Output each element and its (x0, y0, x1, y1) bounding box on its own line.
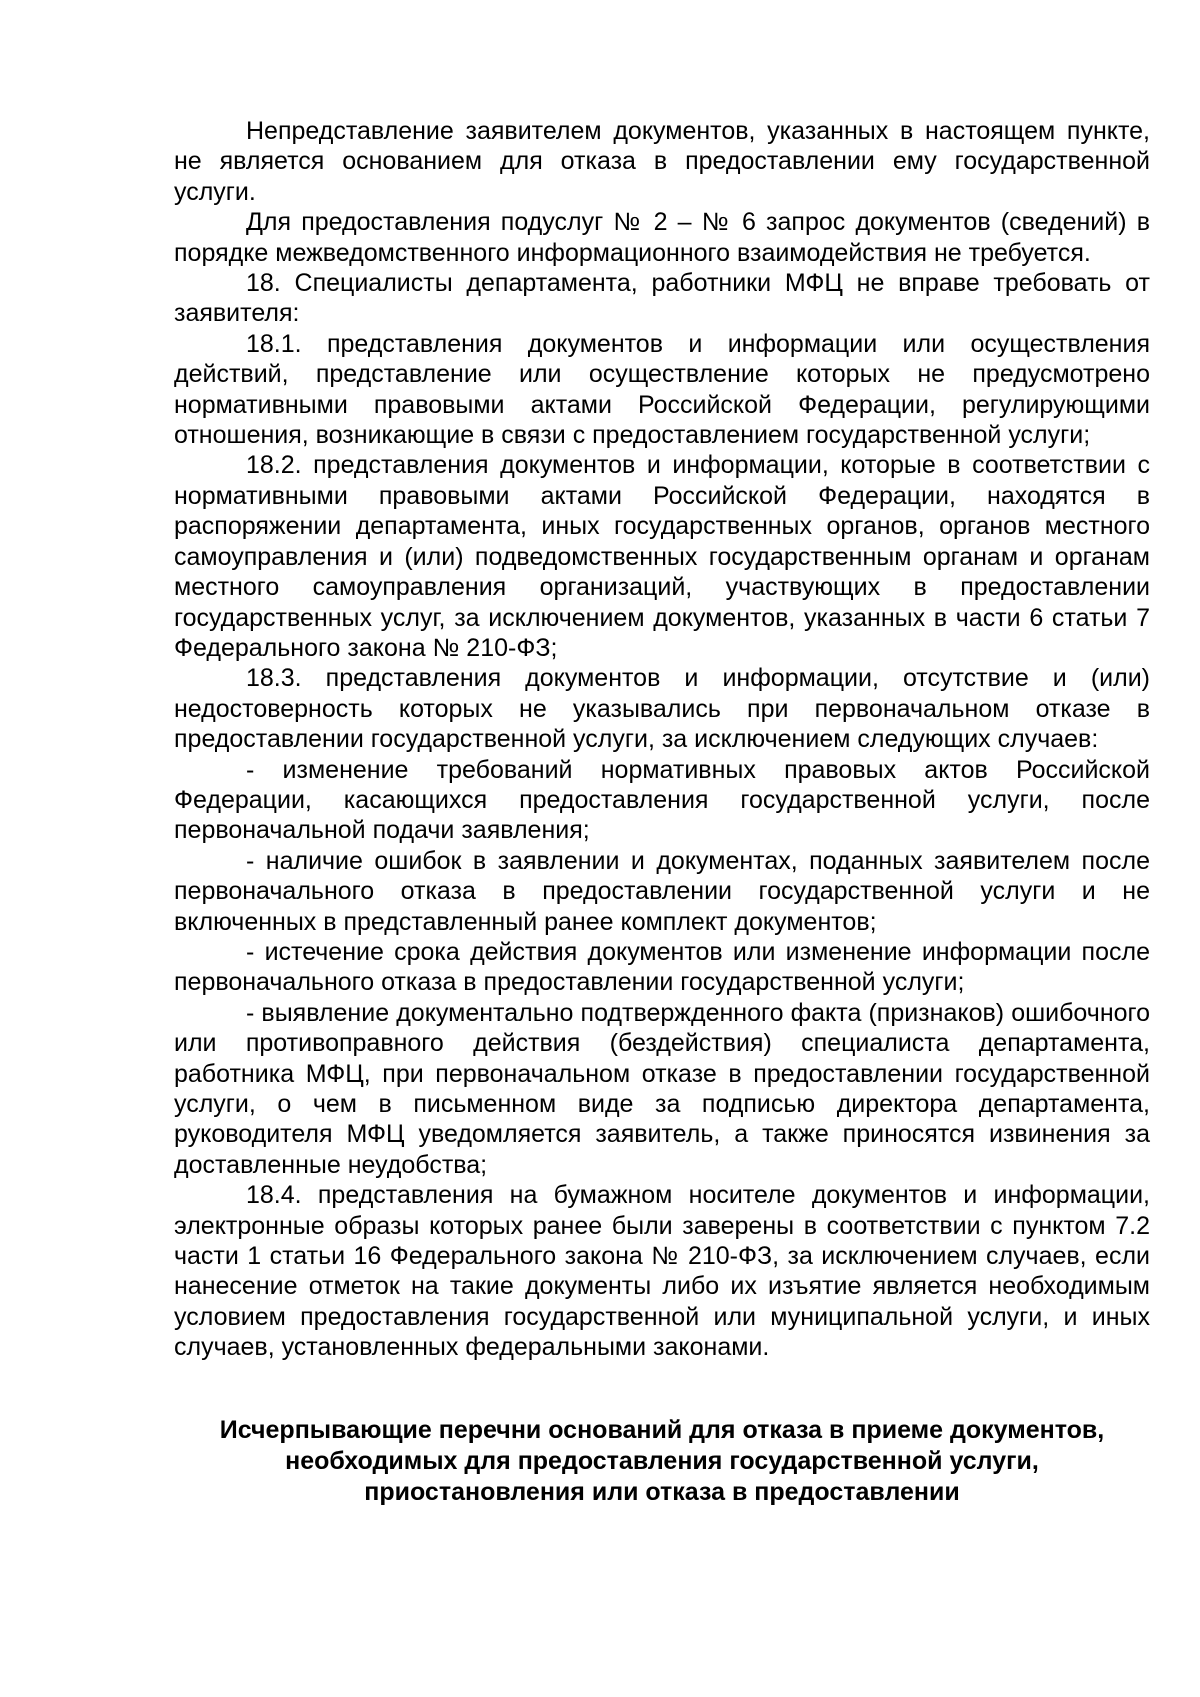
paragraph-item-18-2: 18.2. представления документов и информации, которые в соответствии с нормативными правовыми актами Российской Федерации, находятся в распоряжении департамента, иных государственных органов, органов местного самоуправления и (или) подведомственных государственным органам и органам местного самоуправления организаций, участвующих в предоставлении государственных услуг, за исключением документов, указанных в части 6 статьи 7 Федерального закона № 210-ФЗ; (174, 451, 1150, 662)
paragraph-item-18: 18. Специалисты департамента, работники МФЦ не вправе требовать от заявителя: (174, 269, 1150, 328)
list-item-expiry: - истечение срока действия документов или изменение информации после первоначального отказа в предоставлении государственной услуги; (174, 937, 1150, 997)
paragraph-subservices-request: Для предоставления подуслуг № 2 – № 6 запрос документов (сведений) в порядке межведомственного информационного взаимодействия не требуется. (174, 208, 1150, 267)
paragraph-non-submission: Непредставление заявителем документов, указанных в настоящем пункте, не является основанием для отказа в предоставлении ему государственной услуги. (174, 117, 1150, 206)
paragraph-item-18-1: 18.1. представления документов и информации или осуществления действий, представление или осуществление которых не предусмотрено нормативными правовыми актами Российской Федерации, регулирующими отношения, возникающие в связи с предоставлением государственной услуги; (174, 329, 1150, 450)
list-item-wrongful-action: - выявление документально подтвержденного факта (признаков) ошибочного или противоправного действия (бездействия) специалиста департамента, работника МФЦ, при первоначальном отказе в предоставлении государственной услуги, о чем в письменном виде за подписью директора департамента, руководителя МФЦ уведомляется заявитель, а также приносятся извинения за доставленные неудобства; (174, 998, 1150, 1179)
list-item-requirements-change: - изменение требований нормативных правовых актов Российской Федерации, касающихся предоставления государственной услуги, после первоначальной подачи заявления; (174, 755, 1150, 845)
document-page (174, 116, 1150, 1508)
section-heading: Исчерпывающие перечни оснований для отказа в приеме документов, необходимых для предоставления государственной услуги, приостановления или отказа в предоставлении (219, 1415, 1105, 1506)
paragraph-item-18-4: 18.4. представления на бумажном носителе документов и информации, электронные образы которых ранее были заверены в соответствии с пунктом 7.2 части 1 статьи 16 Федерального закона № 210-ФЗ, за исключением случаев, если нанесение отметок на такие документы либо их изъятие является необходимым условием предоставления государственной или муниципальной услуги, и иных случаев, установленных федеральными законами. (174, 1181, 1150, 1362)
paragraph-item-18-3: 18.3. представления документов и информации, отсутствие и (или) недостоверность которых не указывались при первоначальном отказе в предоставлении государственной услуги, за исключением следующих случаев: (174, 664, 1150, 754)
list-item-errors: - наличие ошибок в заявлении и документах, поданных заявителем после первоначального отказа в предоставлении государственной услуги и не включенных в представленный ранее комплект документов; (174, 846, 1150, 936)
